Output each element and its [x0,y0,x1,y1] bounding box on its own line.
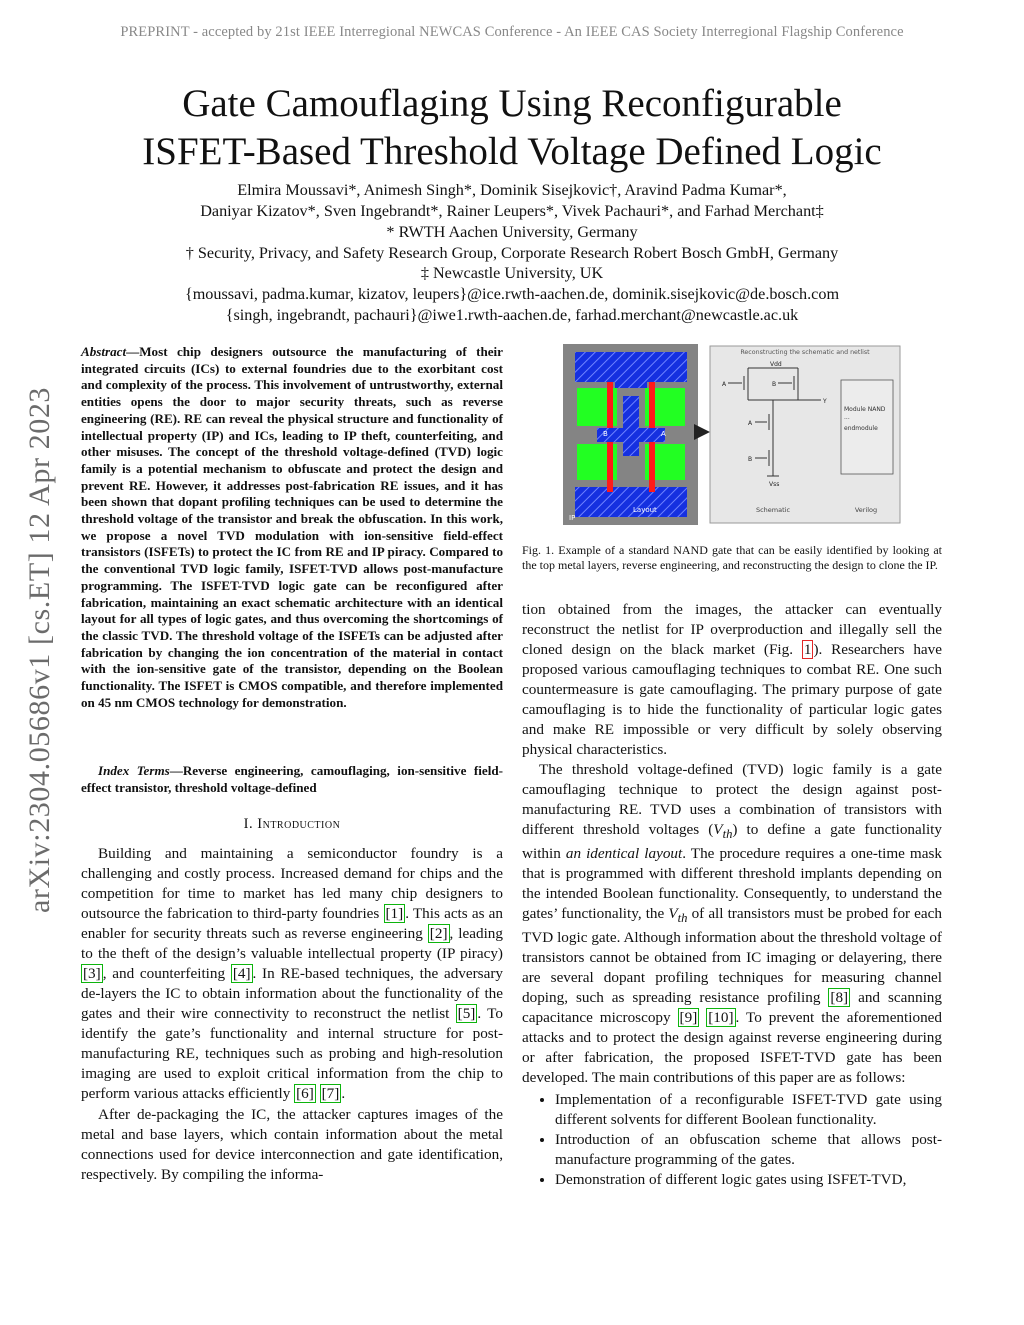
section-title: Introduction [257,816,341,832]
arxiv-identifier [18,360,62,940]
metal-strap [623,396,639,456]
citation-link[interactable]: [10] [708,1009,734,1027]
affiliation-newcastle: ‡ Newcastle University, UK [420,264,604,282]
list-item: • Implementation of a reconfigurable ISFET-TVD gate using different solvents for different Boolean functionality. [555,1090,942,1130]
title-line-2: ISFET-Based Threshold Voltage Defined Logic [142,130,882,173]
schematic-vdd: Vdd [770,361,782,368]
vth-symbol [713,821,733,842]
text-run: , and counterfeiting [102,965,231,982]
authors-line-1: Elmira Moussavi*, Animesh Singh*, Dominik Sisejkovic†, Aravind Padma Kumar*, [237,181,787,199]
emails-line-2: {singh, ingebrandt, pachauri}@iwe1.rwth-aachen.de, farhad.merchant@newcastle.ac.uk [225,306,799,324]
metal-rail-top [575,352,687,382]
text-run: ) to define a gate functionality within [522,821,942,863]
citation-link[interactable]: [8] [830,989,849,1007]
label-schematic: Schematic [755,506,791,514]
text-run: ). Researchers have proposed various camouflaging techniques to combat RE. One such countermeasure is gate camouflaging. The primary purpose of gate camouflaging is to hide the functionality of particular logic gates and make RE impossible or very difficult by solely observing physical characteristics. [522,641,943,758]
introduction-left-column [81,844,503,1185]
abstract-text: —Most chip designers outsource the manufacturing of their integrated circuits (ICs) to external foundries due to the exorbitant cost and complexity of the process. This involvement of untrustworthy, external entities opens the door to major security threats, such as reverse engineering (RE). RE can reveal the physical structure and functionality of intellectual property (IP) and ICs, leading to IP theft, counterfeiting, and other misuses. The concept of the threshold voltage-defined (TVD) logic family is a potential mechanism to obfuscate and protect the design and prevent RE. However, it addresses post-fabrication RE issues, and it has been shown that dopant profiling techniques can be used to determine the threshold voltage of the transistor and break the obfuscation. In this work, we propose a novel TVD modulation with ion-sensitive field-effect transistors (ISFETs) to protect the IC from RE and IP piracy. Compared to the conventional TVD logic family, ISFET-TVD allows post-manufacture programming. The ISFET-TVD logic gate can be reconfigured after fabrication, maintaining an exact schematic architecture with an identical layout for all types of logic gates, and thus overcoming the shortcomings of the classic TVD. The threshold voltage of the ISFETs can be adjusted after fabrication by changing the ion concentration of the material in contact with the ion-sensitive gate of the transistor, depending on the Boolean functionality. The ISFET is CMOS compatible, and therefore implemented on 45 nm CMOS technology for demonstration. [81,344,503,710]
panel-title: Reconstructing the schematic and netlist [740,349,870,356]
section-number: I. [243,816,254,832]
vth-sub: th [677,911,688,926]
right-paragraph-1 [522,600,942,760]
figure-reference-link[interactable]: 1 [803,641,812,658]
citation-link[interactable]: [2] [429,925,448,942]
label-layout: Layout [633,506,657,514]
text-run: . The procedure requires a one-time mask that is programmed with different threshold implants depending on the intended Boolean functionality. Consequently, to understand the gates’ functionality, the [522,845,942,923]
intro-paragraph-2: After de-packaging the IC, the attacker captures images of the metal and base layers, which contain information about the metal connections used for device interconnection and gate identification, respectively. By compiling the informa- [81,1106,503,1183]
figure-1-graphic [563,344,902,525]
label-ip: IP [569,514,576,522]
emails-line-1: {moussavi, padma.kumar, kizatov, leupers}@ice.rwth-aachen.de, dominik.sisejkovic@de.bosch.com [184,285,840,303]
metal-strap [615,378,647,388]
citation-link[interactable]: [9] [679,1009,698,1027]
schematic-pin-b: B [772,381,777,388]
list-item: • Demonstration of different logic gates using ISFET-TVD, [555,1170,942,1190]
abstract-label: Abstract [81,344,127,359]
schematic-pin-a-nmos: A [748,420,753,427]
text-run: . In RE-based techniques, the adversary de-layers the IC to obtain information about the functionality of the gates and their wire connectivity to reconstruct the netlist [81,965,503,1022]
verilog-line-1: Module NAND [844,406,886,413]
text-run: . [341,1085,346,1102]
paper-title [60,80,964,176]
introduction-right-column [522,600,942,1190]
text-run: . To prevent the aforementioned attacks and to protect the design against reverse engineering during or after fabrication, the proposed ISFET-TVD gate has been developed. The main contributions of this paper are as follows: [522,1009,942,1087]
index-terms-label: Index Terms [98,763,170,778]
vth-v: V [713,821,723,838]
text-run: , leading to the theft of the design’s valuable intellectual property (IP piracy) [81,925,503,962]
title-line-1: Gate Camouflaging Using Reconfigurable [182,82,842,125]
affiliation-bosch: † Security, Privacy, and Safety Research Group, Corporate Research Robert Bosch GmbH, Germany [185,244,839,262]
layout-pin-b: B [603,430,608,438]
schematic-pin-b-nmos: B [748,456,753,463]
index-terms-text: —Reverse engineering, camouflaging, ion-sensitive field-effect transistor, threshold voltage-defined [81,763,503,795]
citation-link[interactable]: [4] [232,965,251,982]
metal-strap [597,428,623,442]
layout-pin-a: A [661,430,666,438]
contributions-list [522,1090,942,1190]
figure-1-caption: Fig. 1. Example of a standard NAND gate that can be easily identified by looking at the top metal layers, reverse engineering, and reconstructing the design to clone the IP. [522,543,942,572]
metal-rail-bottom [575,487,687,517]
section-heading-introduction [81,816,503,833]
citation-link[interactable]: [5] [457,1005,476,1022]
vth-sub: th [722,827,733,842]
text-run: and scanning capacitance microscopy [522,989,942,1027]
figure-1 [563,344,902,525]
verilog-line-2: ... [844,414,850,421]
index-terms [81,763,503,796]
emphasis: an identical layout [565,845,683,863]
intro-paragraph-1 [81,844,503,1104]
authors-line-2: Daniyar Kizatov*, Sven Ingebrandt*, Rainer Leupers*, Vivek Pachauri*, and Farhad Merchant‡ [200,202,824,220]
schematic-vss: Vss [769,481,780,488]
citation-link[interactable]: [3] [83,965,101,982]
vth-v: V [668,905,678,923]
citation-link[interactable]: [1] [385,905,404,922]
text-run: . To identify the gate’s functionality and internal structure for post-manufacturing RE, techniques such as probing and high-resolution imaging are used to exploit critical information from the chip to perform various attacks efficiently [81,1005,503,1102]
abstract [81,344,503,711]
list-item: • Introduction of an obfuscation scheme that allows post-manufacture programming of the gates. [555,1130,942,1170]
verilog-line-3: endmodule [844,425,878,432]
text-run: Building and maintaining a semiconductor foundry is a challenging and costly process. Increased demand for chips and the competition for time to market has led many chip designers to outsource the fabrication to third-party foundries [81,845,503,922]
right-paragraph-2 [522,760,942,1088]
arxiv-identifier-text: arXiv:2304.05686v1 [cs.ET] 12 Apr 2023 [23,386,56,914]
label-verilog: Verilog [854,506,878,514]
vth-symbol [668,905,688,926]
text-run: The threshold voltage-defined (TVD) logic family is a gate camouflaging technique to protect the design against post-manufacturing RE. TVD uses a combination of transistors with different threshold voltages ( [522,761,942,838]
citation-link[interactable]: [6] [296,1085,314,1102]
text-run: . This acts as an enabler for security threats such as reverse engineering [81,905,504,942]
schematic-pin-y: Y [823,398,827,405]
schematic-pin-a: A [722,381,727,388]
preprint-notice: PREPRINT - accepted by 21st IEEE Interregional NEWCAS Conference - An IEEE CAS Society Interregional Flagship Conference [120,24,904,40]
affiliation-rwth: * RWTH Aachen University, Germany [386,223,638,241]
text-run: of all transistors must be probed for each TVD logic gate. Although information about the threshold voltage of transistors cannot be obtained from IC imaging or delayering, there are several dopant profiling techniques for measuring channel doping, such as spreading resistance profiling [522,905,942,1007]
text-run: tion obtained from the images, the attacker can eventually reconstruct the netlist for IP overproduction and illegally sell the cloned design on the black market (Fig. [522,601,942,658]
citation-link[interactable]: [7] [321,1085,340,1102]
